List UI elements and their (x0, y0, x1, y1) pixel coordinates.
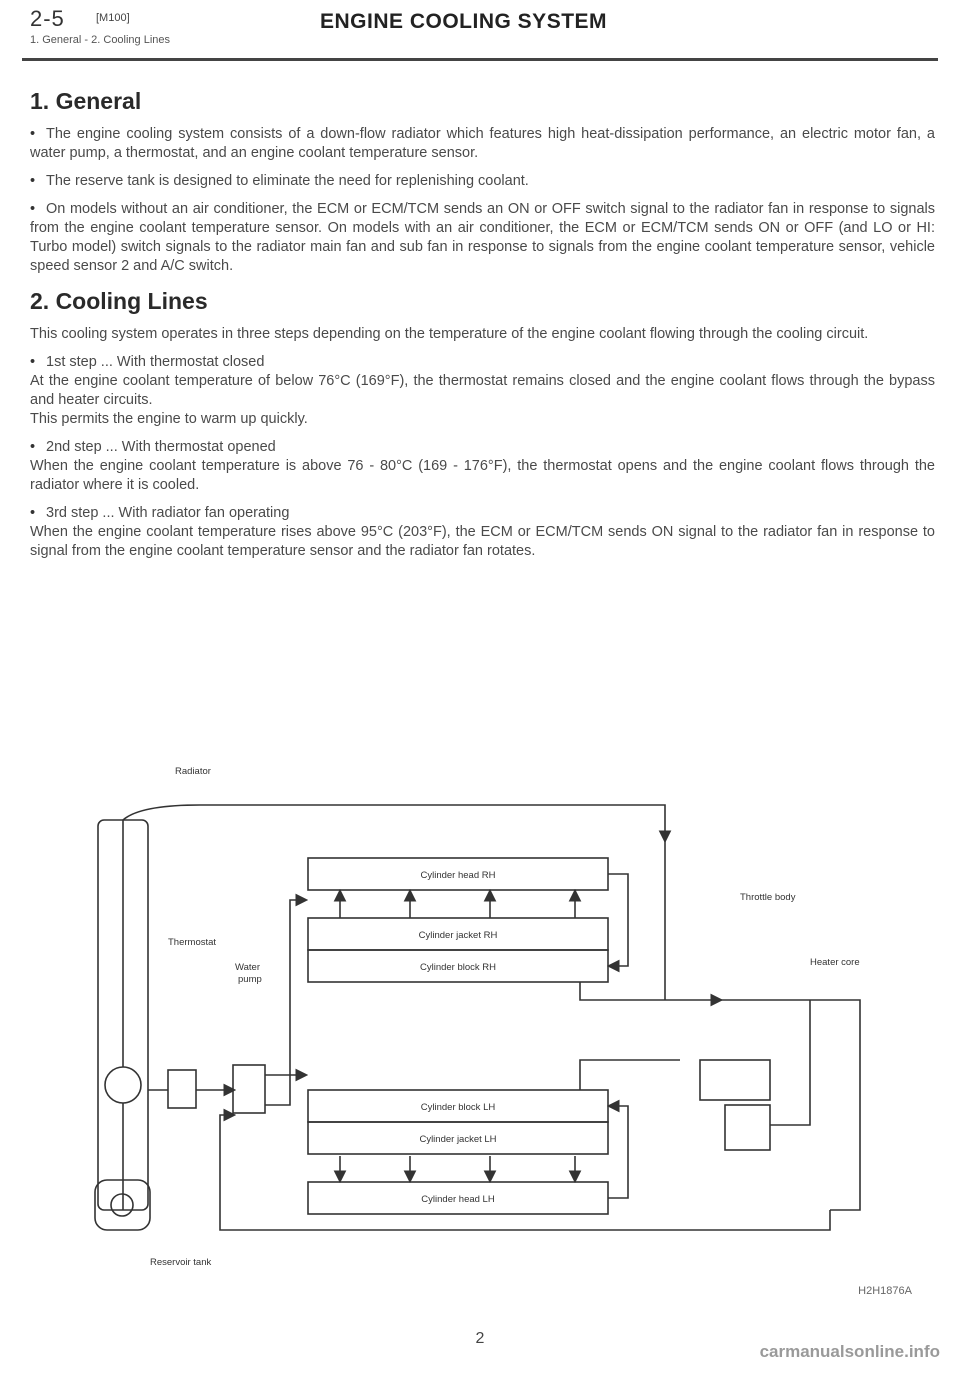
step-title: • 1st step ... With thermostat closed (30, 353, 935, 372)
general-bullet: • The engine cooling system consists of a down-flow radiator which features high heat-dissipation performance, an electric motor fan, a water pump, a thermostat, and an engine coolant temperature sensor. (30, 125, 935, 163)
cooling-diagram-svg (80, 760, 900, 1280)
water-pump-label: Water (235, 962, 260, 973)
step-title: • 3rd step ... With radiator fan operating (30, 504, 935, 523)
cooling-intro: This cooling system operates in three steps depending on the temperature of the engine coolant flowing through the cooling circuit. (30, 326, 869, 342)
heater-core-shape (725, 1105, 770, 1150)
footer-page-number: 2 (475, 1330, 485, 1347)
section-heading-general: 1. General (30, 88, 142, 114)
cylinder-block-lh-label: Cylinder block LH (420, 1102, 496, 1113)
page-content (30, 88, 935, 570)
general-bullet: • On models without an air conditioner, the ECM or ECM/TCM sends an ON or OFF switch signal to the radiator fan in response to signals from the engine coolant temperature sensor. On models with an air conditioner, the ECM or ECM/TCM sends ON or OFF (and LO or HI: Turbo model) switch signals to the radiator main fan and sub fan in response to signals from the engine coolant temperature sensor, vehicle speed sensor 2 and A/C switch. (30, 200, 935, 276)
throttle-body-label: Throttle body (740, 892, 796, 903)
cylinder-head-rh-label: Cylinder head RH (420, 870, 496, 881)
thermostat-label: Thermostat (168, 937, 217, 948)
radiator-label: Radiator (175, 766, 211, 777)
step-body: At the engine coolant temperature of below 76°C (169°F), the thermostat remains closed and the engine coolant flows through the bypass and heater circuits. (30, 373, 935, 408)
step-body: When the engine coolant temperature is above 76 - 80°C (169 - 176°F), the thermostat opens and the engine coolant flows through the radiator where it is cooled. (30, 458, 935, 493)
step-title: • 2nd step ... With thermostat opened (30, 438, 935, 457)
step-body: When the engine coolant temperature rises above 95°C (203°F), the ECM or ECM/TCM sends ON signal to the radiator fan in response to signal from the engine coolant temperature sensor and the radiator fan rotates. (30, 524, 935, 559)
step-extra: This permits the engine to warm up quickly. (30, 411, 308, 427)
figure-code: H2H1876A (858, 1285, 912, 1297)
page-number: 2-5 (30, 6, 65, 31)
cylinder-block-rh-label: Cylinder block RH (419, 962, 497, 973)
page-header (0, 0, 960, 70)
radiator-fan-shape (105, 1067, 141, 1103)
cooling-diagram (80, 760, 900, 1280)
water-pump-label: pump (238, 974, 262, 985)
section-heading-cooling-lines: 2. Cooling Lines (30, 288, 208, 314)
throttle-body-shape (700, 1060, 770, 1100)
water-pump-shape (233, 1065, 265, 1113)
reservoir-label: Reservoir tank (150, 1257, 212, 1268)
model-code: [M100] (96, 12, 130, 24)
cylinder-jacket-lh-label: Cylinder jacket LH (419, 1134, 497, 1145)
chapter-title: ENGINE COOLING SYSTEM (320, 10, 608, 33)
general-bullet: • The reserve tank is designed to eliminate the need for replenishing coolant. (30, 172, 935, 191)
heater-core-label: Heater core (810, 957, 860, 968)
header-rule (22, 58, 938, 61)
watermark: carmanualsonline.info (759, 1342, 940, 1361)
cylinder-jacket-rh-label: Cylinder jacket RH (418, 930, 498, 941)
cylinder-head-lh-label: Cylinder head LH (421, 1194, 495, 1205)
breadcrumb: 1. General - 2. Cooling Lines (30, 34, 171, 46)
